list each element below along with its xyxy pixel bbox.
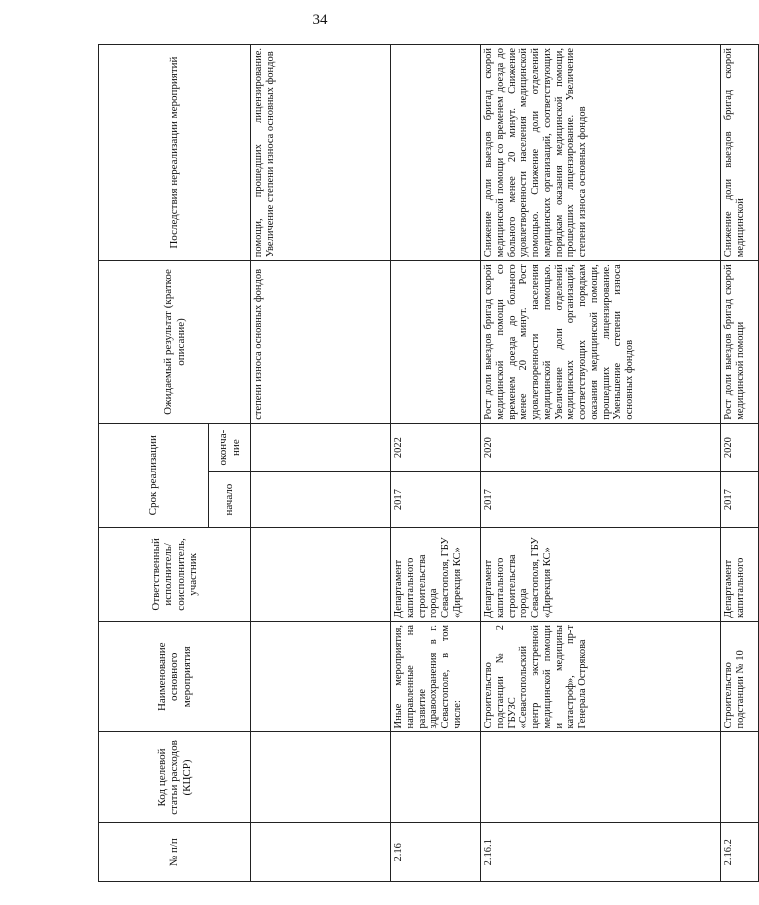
cell-consequence: Снижение доли выездов бригад скорой медицинской	[721, 45, 759, 261]
cell-code	[481, 732, 721, 823]
header-start: начало	[209, 472, 251, 527]
header-row	[99, 45, 209, 882]
cell-start: 2017	[721, 472, 759, 527]
header-end: оконча-ние	[209, 423, 251, 472]
cell-name: Строительство подстанции № 2 ГБУЗС «Севастопольский центр экстренной медицинской помощи и медицины катастроф», пр-т Генерала Острякова	[481, 622, 721, 733]
cell-num	[251, 823, 391, 882]
header-resp: Ответственный исполнитель/ соисполнитель, участник	[99, 527, 251, 621]
cell-end: 2020	[481, 423, 721, 472]
cell-start	[251, 472, 391, 527]
cell-result: Рост доли выездов бригад скорой медицинской помощи со временем доезда до больного менее 20 минут. Рост удовлетворенности населения медицинской помощью. Увеличение доли отделений медицинских организаций, соответствующих порядкам оказания медицинской помощи, прошедших лицензирование. Уменьшение степени износа основных фондов	[481, 261, 721, 424]
table-row	[251, 45, 391, 882]
cell-start: 2017	[481, 472, 721, 527]
cell-consequence: Снижение доли выездов бригад скорой медицинской помощи со временем доезда до больного менее 20 минут. Снижение удовлетворенности населения медицинской помощью. Снижение доли отделений медицинских организаций, соответствующих порядкам оказания медицинской помощи, прошедших лицензирование. Увеличение степени износа основных фондов	[481, 45, 721, 261]
table-row	[391, 45, 481, 882]
cell-start: 2017	[391, 472, 481, 527]
cell-consequence: помощи, прошедших лицензирование. Увеличение степени износа основных фондов	[251, 45, 391, 261]
cell-consequence	[391, 45, 481, 261]
page-number: 34	[312, 12, 328, 28]
activities-table	[98, 44, 759, 882]
header-name: Наименование основного мероприятия	[99, 622, 251, 733]
header-code: Код целевой статьи расходов (КЦСР)	[99, 732, 251, 823]
cell-end	[251, 423, 391, 472]
cell-end: 2022	[391, 423, 481, 472]
cell-result: Рост доли выездов бригад скорой медицинской помощи	[721, 261, 759, 424]
cell-num: 2.16.2	[721, 823, 759, 882]
cell-name	[251, 622, 391, 733]
cell-result: степени износа основных фондов	[251, 261, 391, 424]
cell-name: Иные мероприятия, направленные на развитие здравоохранения в г. Севастополе, в том числе:	[391, 622, 481, 733]
header-num: № п/п	[99, 823, 251, 882]
cell-end: 2020	[721, 423, 759, 472]
cell-name: Строительство подстанции № 10	[721, 622, 759, 733]
cell-resp	[251, 527, 391, 621]
cell-resp: Департамент капитального строительства города Севастополя, ГБУ «Дирекция КС»	[391, 527, 481, 621]
cell-resp: Департамент капитального	[721, 527, 759, 621]
cell-result	[391, 261, 481, 424]
cell-num: 2.16.1	[481, 823, 721, 882]
header-consequence: Последствия нереализации мероприятий	[99, 45, 251, 261]
header-result: Ожидаемый результат (краткое описание)	[99, 261, 251, 424]
rotated-table-wrapper	[98, 44, 746, 882]
cell-num: 2.16	[391, 823, 481, 882]
cell-resp: Департамент капитального строительства города Севастополя, ГБУ «Дирекция КС»	[481, 527, 721, 621]
cell-code	[721, 732, 759, 823]
cell-code	[251, 732, 391, 823]
cell-code	[391, 732, 481, 823]
table-row	[721, 45, 759, 882]
table-row	[481, 45, 721, 882]
header-term: Срок реализации	[99, 423, 209, 527]
